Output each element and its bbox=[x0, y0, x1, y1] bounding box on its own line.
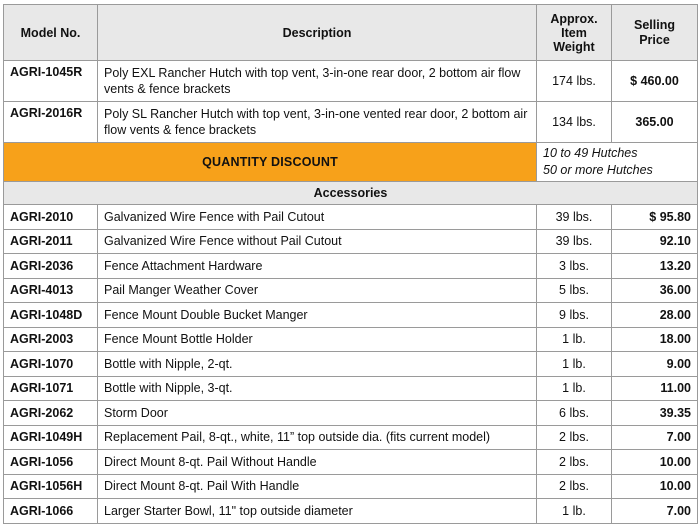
model-number: AGRI-1045R bbox=[4, 61, 98, 102]
selling-price: 39.35 bbox=[612, 401, 698, 426]
accessory-row bbox=[4, 327, 698, 352]
description: Direct Mount 8-qt. Pail Without Handle bbox=[98, 450, 537, 475]
accessories-title: Accessories bbox=[4, 182, 698, 205]
selling-price: $ 95.80 bbox=[612, 205, 698, 230]
description: Pail Manger Weather Cover bbox=[98, 278, 537, 303]
discount-tier: 50 or more Hutches bbox=[543, 163, 653, 177]
accessory-row bbox=[4, 401, 698, 426]
model-number: AGRI-1049H bbox=[4, 425, 98, 450]
selling-price: 13.20 bbox=[612, 254, 698, 279]
description: Larger Starter Bowl, 11" top outside diameter bbox=[98, 499, 537, 524]
selling-price: 10.00 bbox=[612, 474, 698, 499]
description: Poly SL Rancher Hutch with top vent, 3-in-one vented rear door, 2 bottom air flow vents & fence brackets bbox=[98, 102, 537, 143]
item-weight: 39 lbs. bbox=[537, 205, 612, 230]
description: Galvanized Wire Fence with Pail Cutout bbox=[98, 205, 537, 230]
item-weight: 174 lbs. bbox=[537, 61, 612, 102]
selling-price: 18.00 bbox=[612, 327, 698, 352]
description: Direct Mount 8-qt. Pail With Handle bbox=[98, 474, 537, 499]
description: Fence Attachment Hardware bbox=[98, 254, 537, 279]
model-number: AGRI-2036 bbox=[4, 254, 98, 279]
price-column-header bbox=[612, 5, 698, 61]
description: Replacement Pail, 8-qt., white, 11” top outside dia. (fits current model) bbox=[98, 425, 537, 450]
header-row bbox=[4, 5, 698, 61]
model-number: AGRI-1056H bbox=[4, 474, 98, 499]
accessory-row bbox=[4, 229, 698, 254]
accessory-row bbox=[4, 278, 698, 303]
discount-tier: 10 to 49 Hutches bbox=[543, 146, 638, 160]
accessory-row bbox=[4, 303, 698, 328]
price-header-line: Selling bbox=[634, 17, 675, 32]
item-weight: 1 lb. bbox=[537, 376, 612, 401]
selling-price: 28.00 bbox=[612, 303, 698, 328]
price-list-table bbox=[3, 4, 698, 524]
model-number: AGRI-1066 bbox=[4, 499, 98, 524]
item-weight: 9 lbs. bbox=[537, 303, 612, 328]
item-weight: 1 lb. bbox=[537, 352, 612, 377]
hutch-row bbox=[4, 61, 698, 102]
accessories-list bbox=[4, 205, 698, 524]
item-weight: 1 lb. bbox=[537, 499, 612, 524]
selling-price: 10.00 bbox=[612, 450, 698, 475]
accessory-row bbox=[4, 376, 698, 401]
description: Bottle with Nipple, 3-qt. bbox=[98, 376, 537, 401]
description: Galvanized Wire Fence without Pail Cutout bbox=[98, 229, 537, 254]
item-weight: 2 lbs. bbox=[537, 474, 612, 499]
item-weight: 5 lbs. bbox=[537, 278, 612, 303]
item-weight: 3 lbs. bbox=[537, 254, 612, 279]
selling-price: 9.00 bbox=[612, 352, 698, 377]
accessory-row bbox=[4, 205, 698, 230]
weight-header-line: Item bbox=[561, 25, 587, 40]
description: Fence Mount Double Bucket Manger bbox=[98, 303, 537, 328]
description: Fence Mount Bottle Holder bbox=[98, 327, 537, 352]
item-weight: 39 lbs. bbox=[537, 229, 612, 254]
model-number: AGRI-4013 bbox=[4, 278, 98, 303]
model-number: AGRI-2011 bbox=[4, 229, 98, 254]
item-weight: 2 lbs. bbox=[537, 425, 612, 450]
description: Poly EXL Rancher Hutch with top vent, 3-in-one rear door, 2 bottom air flow vents & fence brackets bbox=[98, 61, 537, 102]
description: Bottle with Nipple, 2-qt. bbox=[98, 352, 537, 377]
selling-price: 365.00 bbox=[612, 102, 698, 143]
weight-header-line: Weight bbox=[553, 39, 595, 54]
accessory-row bbox=[4, 425, 698, 450]
hutch-row bbox=[4, 102, 698, 143]
selling-price: 92.10 bbox=[612, 229, 698, 254]
selling-price: 36.00 bbox=[612, 278, 698, 303]
model-number: AGRI-1071 bbox=[4, 376, 98, 401]
item-weight: 6 lbs. bbox=[537, 401, 612, 426]
accessories-section-header bbox=[4, 182, 698, 205]
model-number: AGRI-2016R bbox=[4, 102, 98, 143]
selling-price: $ 460.00 bbox=[612, 61, 698, 102]
quantity-discount-label: QUANTITY DISCOUNT bbox=[4, 143, 537, 182]
model-number: AGRI-1070 bbox=[4, 352, 98, 377]
model-number: AGRI-2062 bbox=[4, 401, 98, 426]
accessory-row bbox=[4, 450, 698, 475]
weight-column-header bbox=[537, 5, 612, 61]
selling-price: 11.00 bbox=[612, 376, 698, 401]
model-number: AGRI-2003 bbox=[4, 327, 98, 352]
quantity-discount-row bbox=[4, 143, 698, 182]
selling-price: 7.00 bbox=[612, 425, 698, 450]
item-weight: 1 lb. bbox=[537, 327, 612, 352]
model-number: AGRI-1056 bbox=[4, 450, 98, 475]
accessory-row bbox=[4, 352, 698, 377]
selling-price: 7.00 bbox=[612, 499, 698, 524]
item-weight: 134 lbs. bbox=[537, 102, 612, 143]
description: Storm Door bbox=[98, 401, 537, 426]
description-column-header: Description bbox=[98, 5, 537, 61]
model-column-header: Model No. bbox=[4, 5, 98, 61]
accessory-row bbox=[4, 499, 698, 524]
item-weight: 2 lbs. bbox=[537, 450, 612, 475]
accessory-row bbox=[4, 254, 698, 279]
weight-header-line: Approx. bbox=[550, 11, 598, 26]
discount-tiers bbox=[537, 143, 698, 182]
model-number: AGRI-2010 bbox=[4, 205, 98, 230]
model-number: AGRI-1048D bbox=[4, 303, 98, 328]
price-header-line: Price bbox=[639, 32, 670, 47]
accessory-row bbox=[4, 474, 698, 499]
